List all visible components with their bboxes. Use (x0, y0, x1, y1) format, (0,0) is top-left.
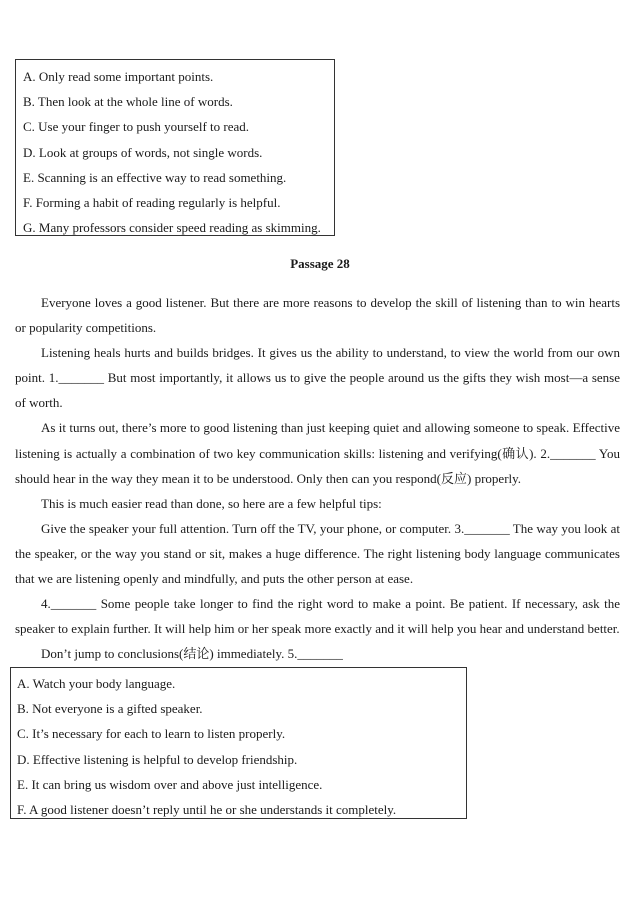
paragraph: This is much easier read than done, so here are a few helpful tips: (41, 495, 382, 511)
paragraph: Everyone loves a good listener. But there are more reasons to develop the skill of listening than to win hearts or popularity competitions. (15, 295, 620, 336)
paragraph: Listening heals hurts and builds bridges. It gives us the ability to understand, to view the world from our own point. 1._______ But most importantly, it allows us to give the people around us the gifts they wish most—a sense of worth. (15, 345, 620, 411)
option-a: A. Watch your body language. (17, 676, 176, 691)
option-g: G. Many professors consider speed reading as skimming. (23, 220, 321, 236)
option-d: D. Effective listening is helpful to develop friendship. (17, 751, 298, 767)
passage-body (15, 290, 620, 666)
option-f: F. Forming a habit of reading regularly is helpful. (23, 195, 281, 211)
option-e: E. It can bring us wisdom over and above just intelligence. (17, 776, 323, 792)
paragraph: 4._______ Some people take longer to find the right word to make a point. Be patient. If necessary, ask the speaker to explain further. It will help him or her speak more exactly and it will help you hear and understand better. (15, 596, 620, 637)
option-d: D. Look at groups of words, not single words. (23, 144, 263, 160)
paragraph: As it turns out, there’s more to good listening than just keeping quiet and allowing someone to speak. Effective listening is actually a combination of two key communication skills: listening and verifying(确认). 2._______ You should hear in the way they mean it to be understood. Only then can you respond(反应) properly. (15, 420, 620, 486)
options-box-bottom (10, 667, 467, 819)
option-e: E. Scanning is an effective way to read something. (23, 169, 287, 185)
option-b: B. Then look at the whole line of words. (23, 94, 233, 110)
option-c: C. It’s necessary for each to learn to listen properly. (17, 726, 286, 742)
options-box-top (15, 59, 335, 236)
option-f: F. A good listener doesn’t reply until he or she understands it completely. (17, 802, 397, 818)
option-c: C. Use your finger to push yourself to read. (23, 119, 250, 135)
paragraph: Don’t jump to conclusions(结论) immediately. 5._______ (41, 646, 343, 662)
option-b: B. Not everyone is a gifted speaker. (17, 701, 203, 717)
option-a: A. Only read some important points. (23, 69, 214, 84)
paragraph: Give the speaker your full attention. Turn off the TV, your phone, or computer. 3._______ The way you look at the speaker, or the way you stand or sit, makes a huge difference. The right listening body language communicates that we are listening openly and mindfully, and puts the other person at ease. (15, 520, 620, 587)
passage-title: Passage 28 (290, 256, 350, 271)
